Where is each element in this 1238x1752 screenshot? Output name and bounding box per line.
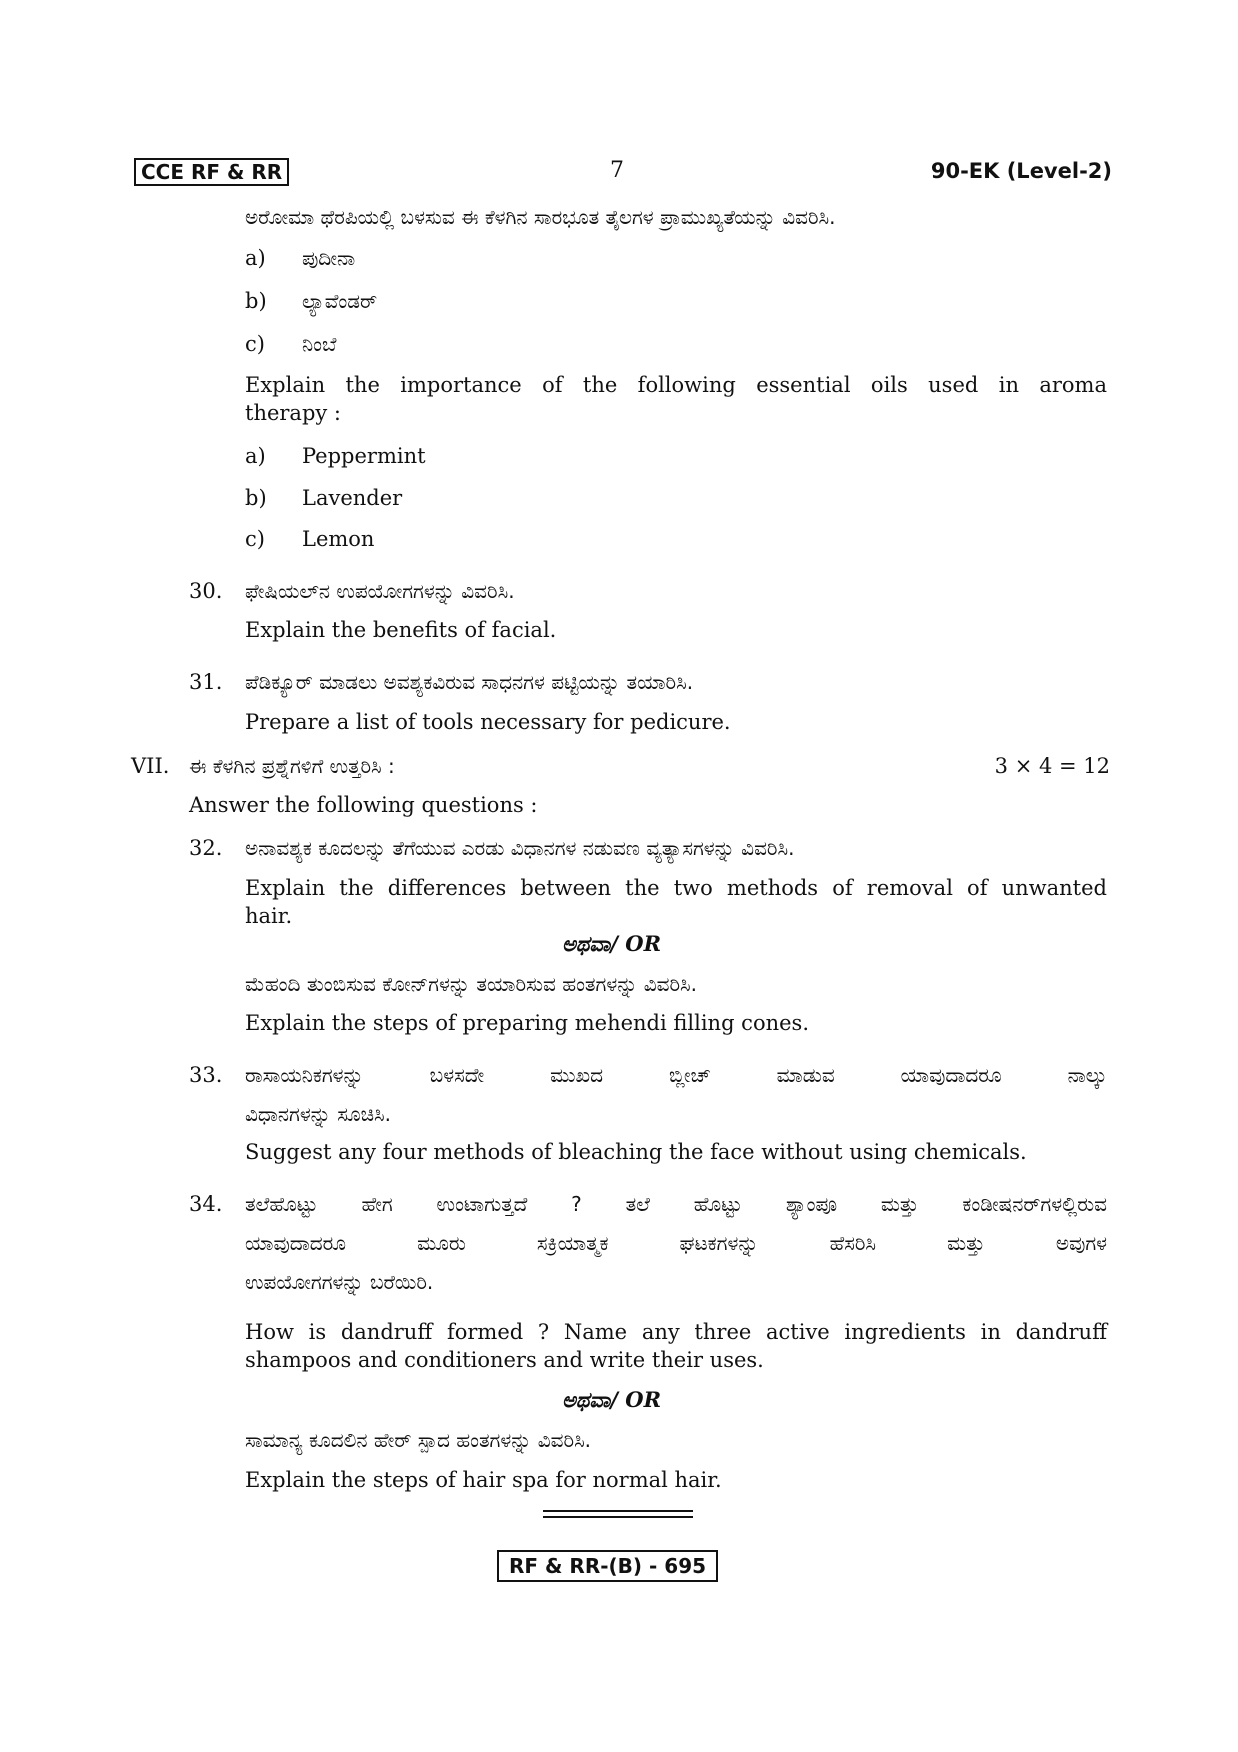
q29-en-option-b-label: b): [245, 486, 267, 510]
q34-kn-text-cont2: ಉಪಯೋಗಗಳನ್ನು ಬರೆಯಿರಿ.: [245, 1270, 434, 1294]
q34-kn-text: ತಲೆಹೊಟ್ಟು ಹೇಗ ಉಂಟಾಗುತ್ತದೆ ? ತಲೆ ಹೊಟ್ಟು ಶ್ಯಾಂಪೂ ಮತ್ತು ಕಂಡೀಷನರ್‌ಗಳಲ್ಲಿರುವ: [245, 1192, 1107, 1216]
q34-en-text: How is dandruff formed ? Name any three active ingredients in dandruff: [245, 1320, 1107, 1344]
end-double-rule: [543, 1510, 693, 1518]
q29-en-option-b: Lavender: [302, 486, 403, 510]
q34-alt-kn-text: ಸಾಮಾನ್ಯ ಕೂದಲಿನ ಹೇರ್ ಸ್ಪಾದ ಹಂತಗಳನ್ನು ವಿವರಿಸಿ.: [245, 1428, 592, 1452]
q33-number: 33.: [189, 1063, 223, 1087]
q29-en-text: Explain the importance of the following essential oils used in aroma: [245, 373, 1107, 397]
page-number: 7: [610, 158, 624, 183]
q29-kn-option-c: ನಿಂಬೆ: [302, 332, 337, 356]
q29-en-option-a: Peppermint: [302, 444, 426, 468]
q34-number: 34.: [189, 1192, 223, 1216]
q29-en-option-c-label: c): [245, 527, 265, 551]
q31-en-text: Prepare a list of tools necessary for pedicure.: [245, 710, 731, 734]
q32-kn-text: ಅನಾವಶ್ಯಕ ಕೂದಲನ್ನು ತೆಗೆಯುವ ಎರಡು ವಿಧಾನಗಳ ನಡುವಣ ವ್ಯತ್ಯಾಸಗಳನ್ನು ವಿವರಿಸಿ.: [245, 836, 795, 860]
section-marks: 3 × 4 = 12: [994, 754, 1110, 778]
q31-kn-text: ಪೆಡಿಕ್ಯೂರ್ ಮಾಡಲು ಅವಶ್ಯಕವಿರುವ ಸಾಧನಗಳ ಪಟ್ಟಿಯನ್ನು ತಯಾರಿಸಿ.: [245, 670, 694, 694]
q32-alt-kn-text: ಮೆಹಂದಿ ತುಂಬಿಸುವ ಕೋನ್‌ಗಳನ್ನು ತಯಾರಿಸುವ ಹಂತಗಳನ್ನು ವಿವರಿಸಿ.: [245, 972, 698, 996]
exam-code-box: CCE RF & RR: [134, 158, 289, 186]
q29-kn-option-c-label: c): [245, 332, 265, 356]
q33-kn-text-cont: ವಿಧಾನಗಳನ್ನು ಸೂಚಿಸಿ.: [245, 1102, 392, 1126]
q30-number: 30.: [189, 579, 223, 603]
q34-alt-en-text: Explain the steps of hair spa for normal hair.: [245, 1468, 722, 1492]
footer-code-box: RF & RR-(B) - 695: [497, 1550, 718, 1582]
q29-kn-option-b: ಲ್ಯಾವೆಂಡರ್: [302, 289, 378, 313]
q30-kn-text: ಫೇಷಿಯಲ್‌ನ ಉಪಯೋಗಗಳನ್ನು ವಿವರಿಸಿ.: [245, 579, 515, 603]
q32-number: 32.: [189, 836, 223, 860]
q32-alt-en-text: Explain the steps of preparing mehendi filling cones.: [245, 1011, 809, 1035]
paper-code: 90-EK (Level-2): [930, 159, 1112, 183]
q32-en-text-cont: hair.: [245, 904, 293, 928]
page-header: [134, 158, 1112, 188]
q34-or-label: ಅಥವಾ/ OR: [562, 1387, 662, 1412]
q29-kn-option-a-label: a): [245, 246, 266, 270]
q29-kn-text: ಅರೋಮಾ ಥೆರಪಿಯಲ್ಲಿ ಬಳಸುವ ಈ ಕೆಳಗಿನ ಸಾರಭೂತ ತೈಲಗಳ ಪ್ರಾಮುಖ್ಯತೆಯನ್ನು ವಿವರಿಸಿ.: [245, 205, 836, 229]
section-number: VII.: [131, 754, 170, 778]
q29-en-text-cont: therapy :: [245, 401, 342, 425]
q30-en-text: Explain the benefits of facial.: [245, 618, 557, 642]
section-en-title: Answer the following questions :: [189, 793, 538, 817]
q34-en-text-cont: shampoos and conditioners and write their uses.: [245, 1348, 764, 1372]
q33-en-text: Suggest any four methods of bleaching the face without using chemicals.: [245, 1140, 1027, 1164]
q33-kn-text: ರಾಸಾಯನಿಕಗಳನ್ನು ಬಳಸದೇ ಮುಖದ ಬ್ಲೀಚ್ ಮಾಡುವ ಯಾವುದಾದರೂ ನಾಲ್ಕು: [245, 1063, 1107, 1087]
q29-kn-option-a: ಪುದೀನಾ: [302, 246, 356, 270]
q31-number: 31.: [189, 670, 223, 694]
q29-en-option-a-label: a): [245, 444, 266, 468]
section-kn-title: ಈ ಕೆಳಗಿನ ಪ್ರಶ್ನೆಗಳಿಗೆ ಉತ್ತರಿಸಿ :: [189, 754, 395, 778]
q29-en-option-c: Lemon: [302, 527, 375, 551]
q32-en-text: Explain the differences between the two methods of removal of unwanted: [245, 876, 1107, 900]
q32-or-label: ಅಥವಾ/ OR: [562, 931, 662, 956]
q34-kn-text-cont1: ಯಾವುದಾದರೂ ಮೂರು ಸಕ್ರಿಯಾತ್ಮಕ ಘಟಕಗಳನ್ನು ಹೆಸರಿಸಿ ಮತ್ತು ಅವುಗಳ: [245, 1231, 1107, 1255]
q29-kn-option-b-label: b): [245, 289, 267, 313]
